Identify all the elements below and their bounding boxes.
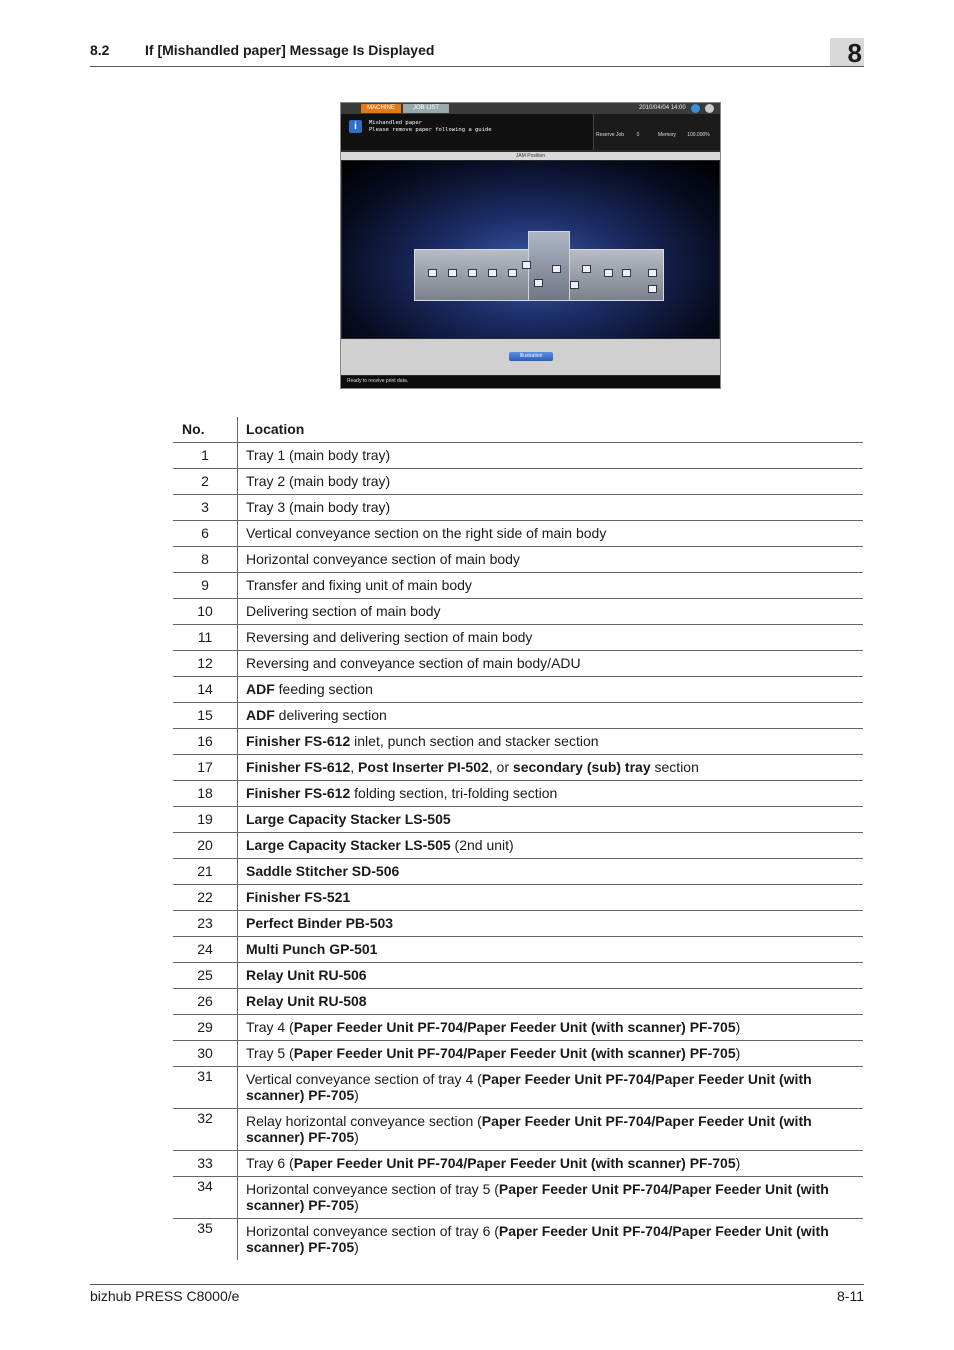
table-row xyxy=(173,677,863,703)
row-location: Reversing and conveyance section of main body/ADU xyxy=(238,651,864,677)
row-number: 34 xyxy=(173,1177,238,1219)
col-header-no: No. xyxy=(173,417,238,443)
row-location: Vertical conveyance section on the right side of main body xyxy=(238,521,864,547)
message-line-1: Mishandled paper xyxy=(369,120,422,126)
table-row xyxy=(173,625,863,651)
row-location: Multi Punch GP-501 xyxy=(238,937,864,963)
ready-status-bar xyxy=(341,376,720,388)
row-number: 35 xyxy=(173,1219,238,1261)
row-location: Tray 1 (main body tray) xyxy=(238,443,864,469)
row-location: Finisher FS-521 xyxy=(238,885,864,911)
row-number: 18 xyxy=(173,781,238,807)
jam-marker[interactable] xyxy=(488,269,497,277)
jam-marker[interactable] xyxy=(448,269,457,277)
row-number: 19 xyxy=(173,807,238,833)
row-location: Delivering section of main body xyxy=(238,599,864,625)
table-row xyxy=(173,1109,863,1151)
row-location: Tray 3 (main body tray) xyxy=(238,495,864,521)
row-number: 29 xyxy=(173,1015,238,1041)
table-row xyxy=(173,547,863,573)
row-location: Saddle Stitcher SD-506 xyxy=(238,859,864,885)
row-number: 17 xyxy=(173,755,238,781)
jam-marker[interactable] xyxy=(622,269,631,277)
tab-machine[interactable]: MACHINE xyxy=(361,104,401,113)
table-row xyxy=(173,937,863,963)
row-number: 16 xyxy=(173,729,238,755)
row-location: Horizontal conveyance section of tray 5 (Paper Feeder Unit PF-704/Paper Feeder Unit (with scanner) PF-705) xyxy=(238,1177,864,1219)
machine-illustration-tower xyxy=(528,231,570,301)
row-location: Transfer and fixing unit of main body xyxy=(238,573,864,599)
table-row xyxy=(173,911,863,937)
table-row xyxy=(173,859,863,885)
reserve-job-value: 0 xyxy=(636,132,640,138)
table-row xyxy=(173,1151,863,1177)
row-number: 25 xyxy=(173,963,238,989)
jam-marker[interactable] xyxy=(534,279,543,287)
row-location: Reversing and delivering section of main body xyxy=(238,625,864,651)
row-number: 21 xyxy=(173,859,238,885)
page-footer xyxy=(90,1284,864,1304)
table-row xyxy=(173,599,863,625)
row-location: Horizontal conveyance section of main body xyxy=(238,547,864,573)
screen-top-bar xyxy=(341,103,720,114)
jam-marker[interactable] xyxy=(522,261,531,269)
jam-marker[interactable] xyxy=(604,269,613,277)
row-number: 31 xyxy=(173,1067,238,1109)
table-row xyxy=(173,521,863,547)
message-area xyxy=(341,114,593,150)
table-row xyxy=(173,651,863,677)
control-panel-screenshot xyxy=(340,102,721,389)
row-location: Finisher FS-612 inlet, punch section and stacker section xyxy=(238,729,864,755)
row-location: ADF delivering section xyxy=(238,703,864,729)
chapter-badge xyxy=(830,38,864,66)
table-row xyxy=(173,1015,863,1041)
jam-position-illustration xyxy=(342,161,719,338)
reserve-job xyxy=(596,132,639,138)
table-row xyxy=(173,1041,863,1067)
jam-marker[interactable] xyxy=(648,285,657,293)
row-location: Horizontal conveyance section of tray 6 (Paper Feeder Unit PF-704/Paper Feeder Unit (with scanner) PF-705) xyxy=(246,1223,829,1255)
page-number: 8-11 xyxy=(837,1288,864,1304)
table-row xyxy=(173,885,863,911)
jam-marker[interactable] xyxy=(570,281,579,289)
info-icon: i xyxy=(349,120,362,133)
row-number: 30 xyxy=(173,1041,238,1067)
jam-marker[interactable] xyxy=(428,269,437,277)
reserve-job-label: Reserve Job xyxy=(596,132,625,138)
table-row xyxy=(173,963,863,989)
row-number: 8 xyxy=(173,547,238,573)
help-icon[interactable] xyxy=(705,104,714,113)
chapter-number: 8 xyxy=(847,38,862,68)
row-location: Tray 2 (main body tray) xyxy=(238,469,864,495)
jam-marker[interactable] xyxy=(468,269,477,277)
row-number: 9 xyxy=(173,573,238,599)
ready-status-text: Ready to receive print data. xyxy=(347,378,409,384)
jam-position-bar: JAM Position xyxy=(341,152,720,160)
row-number: 2 xyxy=(173,469,238,495)
row-location: Finisher FS-612, Post Inserter PI-502, or secondary (sub) tray section xyxy=(238,755,864,781)
table-row xyxy=(173,1067,863,1109)
screen-datetime: 2010/04/04 14:00 xyxy=(639,105,686,111)
row-location: Vertical conveyance section of tray 4 (Paper Feeder Unit PF-704/Paper Feeder Unit (with scanner) PF-705) xyxy=(238,1067,864,1109)
table-row xyxy=(173,1219,863,1261)
row-number: 6 xyxy=(173,521,238,547)
table-row xyxy=(173,703,863,729)
row-location: Relay Unit RU-506 xyxy=(238,963,864,989)
section-title: If [Mishandled paper] Message Is Displayed xyxy=(145,42,435,58)
row-location: Large Capacity Stacker LS-505 xyxy=(238,807,864,833)
row-location: Large Capacity Stacker LS-505 (2nd unit) xyxy=(238,833,864,859)
table-row xyxy=(173,729,863,755)
row-number: 23 xyxy=(173,911,238,937)
row-location: Relay horizontal conveyance section (Paper Feeder Unit PF-704/Paper Feeder Unit (with scanner) PF-705) xyxy=(238,1109,864,1151)
row-number: 11 xyxy=(173,625,238,651)
tab-job-list[interactable]: JOB LIST xyxy=(403,104,449,113)
row-number: 10 xyxy=(173,599,238,625)
table-row xyxy=(173,469,863,495)
jam-marker[interactable] xyxy=(648,269,657,277)
row-location: Finisher FS-612 folding section, tri-folding section xyxy=(238,781,864,807)
screen-bottom-bar xyxy=(341,339,720,375)
row-number: 1 xyxy=(173,443,238,469)
message-line-2: Please remove paper following a guide xyxy=(369,127,492,133)
table-row xyxy=(173,989,863,1015)
memory xyxy=(658,132,710,138)
product-name: bizhub PRESS C8000/e xyxy=(90,1288,240,1304)
row-number: 12 xyxy=(173,651,238,677)
col-header-location: Location xyxy=(238,417,864,443)
row-number: 20 xyxy=(173,833,238,859)
status-box xyxy=(593,114,721,150)
row-number: 14 xyxy=(173,677,238,703)
jam-marker[interactable] xyxy=(582,265,591,273)
row-number: 32 xyxy=(173,1109,238,1151)
row-number: 3 xyxy=(173,495,238,521)
table-row xyxy=(173,495,863,521)
page-header xyxy=(90,38,864,67)
row-number: 26 xyxy=(173,989,238,1015)
row-location: Perfect Binder PB-503 xyxy=(238,911,864,937)
network-icon[interactable] xyxy=(691,104,700,113)
table-row xyxy=(173,1177,863,1219)
row-number: 15 xyxy=(173,703,238,729)
row-location: Tray 5 (Paper Feeder Unit PF-704/Paper Feeder Unit (with scanner) PF-705) xyxy=(238,1041,864,1067)
jam-marker[interactable] xyxy=(508,269,517,277)
jam-location-table xyxy=(173,417,863,1260)
memory-value: 100.000% xyxy=(687,132,710,138)
memory-label: Memory xyxy=(658,132,677,138)
row-number: 33 xyxy=(173,1151,238,1177)
table-row xyxy=(173,781,863,807)
table-row xyxy=(173,755,863,781)
row-number: 24 xyxy=(173,937,238,963)
row-location: Tray 4 (Paper Feeder Unit PF-704/Paper Feeder Unit (with scanner) PF-705) xyxy=(238,1015,864,1041)
row-location: Relay Unit RU-508 xyxy=(238,989,864,1015)
row-number: 22 xyxy=(173,885,238,911)
section-number: 8.2 xyxy=(90,42,110,58)
jam-marker[interactable] xyxy=(552,265,561,273)
table-row xyxy=(173,573,863,599)
row-location: ADF feeding section xyxy=(238,677,864,703)
table-row xyxy=(173,833,863,859)
table-row xyxy=(173,443,863,469)
row-location: Tray 6 (Paper Feeder Unit PF-704/Paper Feeder Unit (with scanner) PF-705) xyxy=(238,1151,864,1177)
table-row xyxy=(173,807,863,833)
illustration-button[interactable]: Illustration xyxy=(509,352,553,361)
